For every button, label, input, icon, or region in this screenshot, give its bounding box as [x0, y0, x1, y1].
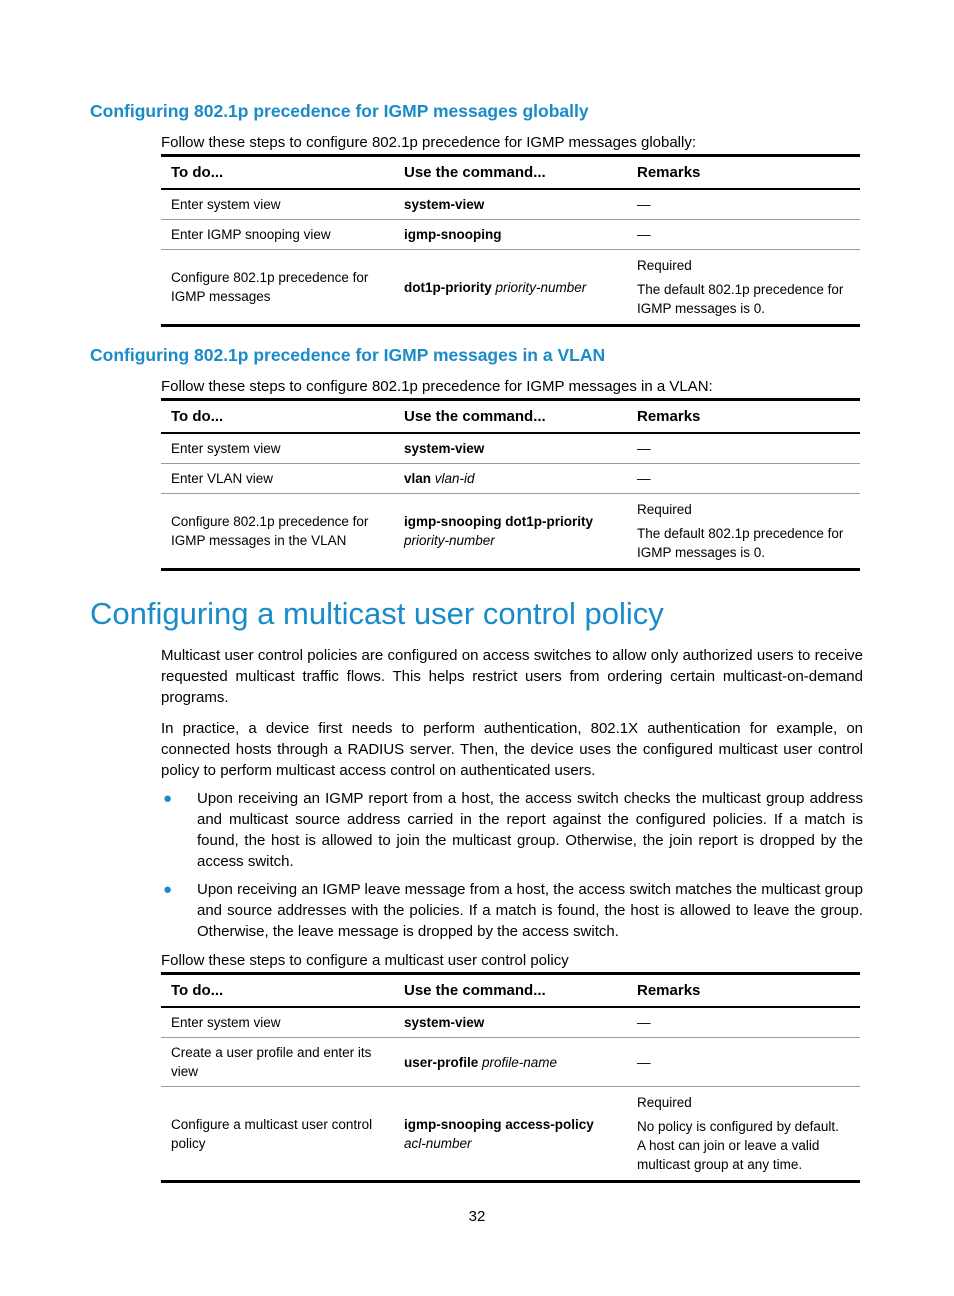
command-cell — [394, 1087, 627, 1182]
page-title: Configuring a multicast user control policy — [90, 596, 664, 631]
table-row — [161, 433, 860, 464]
command-keyword: system-view — [404, 441, 485, 456]
remarks-cell — [627, 1038, 860, 1087]
remark-text: — — [637, 197, 651, 212]
remark-text: — — [637, 441, 651, 456]
todo-cell: Enter system view — [161, 1007, 394, 1038]
command-cell — [394, 494, 627, 570]
command-cell — [394, 1007, 627, 1038]
command-keyword: system-view — [404, 197, 485, 212]
todo-cell: Enter VLAN view — [161, 464, 394, 494]
steps-table-global — [161, 154, 860, 327]
remarks-cell — [627, 250, 860, 326]
column-header-command: Use the command... — [394, 400, 627, 434]
steps-table-vlan — [161, 398, 860, 571]
steps-table-policy — [161, 972, 860, 1183]
section-intro-vlan: Follow these steps to configure 802.1p precedence for IGMP messages in a VLAN: — [161, 378, 713, 395]
remarks-cell — [627, 494, 860, 570]
column-header-command: Use the command... — [394, 974, 627, 1008]
todo-cell: Create a user profile and enter its view — [161, 1038, 394, 1087]
list-item — [161, 879, 863, 942]
section-heading-vlan: Configuring 802.1p precedence for IGMP messages in a VLAN — [90, 345, 606, 365]
command-keyword: igmp-snooping access-policy — [404, 1116, 594, 1132]
bullet-icon: ● — [163, 881, 173, 898]
list-item-text: Upon receiving an IGMP report from a host, the access switch checks the multicast group address and multicast source address carried in the report against the configured policies. If a match is found, the host is allowed to join the multicast group. Otherwise, the join report is dropped by the access switch. — [197, 790, 863, 870]
command-argument: acl-number — [404, 1135, 472, 1151]
table-row — [161, 189, 860, 220]
remark-text: Required — [637, 258, 692, 273]
command-keyword: user-profile — [404, 1054, 479, 1070]
column-header-remarks: Remarks — [627, 974, 860, 1008]
section-intro-global: Follow these steps to configure 802.1p precedence for IGMP messages globally: — [161, 134, 697, 151]
remarks-cell — [627, 189, 860, 220]
remarks-cell — [627, 464, 860, 494]
todo-cell: Configure a multicast user control policy — [161, 1087, 394, 1182]
table-row — [161, 464, 860, 494]
remark-text: — — [637, 471, 651, 486]
command-cell — [394, 189, 627, 220]
command-cell — [394, 464, 627, 494]
list-item-text: Upon receiving an IGMP leave message from a host, the access switch matches the multicast group and source addresses with the policies. If a match is found, the host is allowed to leave the group. Otherwise, the leave message is dropped by the access switch. — [197, 881, 863, 940]
table-row — [161, 1007, 860, 1038]
table-row — [161, 1087, 860, 1182]
remarks-cell — [627, 433, 860, 464]
body-paragraph: Multicast user control policies are configured on access switches to allow only authorized users to receive requested multicast traffic flows. This helps restrict users from ordering certain multicast-on-demand programs. — [161, 647, 863, 706]
command-keyword: vlan — [404, 471, 432, 486]
command-cell — [394, 1038, 627, 1087]
table-row — [161, 220, 860, 250]
remark-text: Required — [637, 1095, 692, 1110]
column-header-todo: To do... — [161, 400, 394, 434]
column-header-remarks: Remarks — [627, 400, 860, 434]
todo-cell: Enter IGMP snooping view — [161, 220, 394, 250]
command-keyword: dot1p-priority — [404, 279, 492, 295]
remark-text: The default 802.1p precedence for IGMP messages is 0. — [637, 526, 844, 560]
table-row — [161, 494, 860, 570]
command-cell — [394, 433, 627, 464]
remarks-cell — [627, 220, 860, 250]
remark-text: — — [637, 1054, 651, 1070]
command-keyword: igmp-snooping — [404, 227, 502, 242]
remark-text: The default 802.1p precedence for IGMP messages is 0. — [637, 282, 844, 316]
command-argument: vlan-id — [434, 471, 475, 486]
remark-text: No policy is configured by default. A host can join or leave a valid multicast group at any time. — [637, 1119, 839, 1172]
table-row — [161, 250, 860, 326]
remark-text: — — [637, 1015, 651, 1030]
column-header-todo: To do... — [161, 156, 394, 190]
section-intro-policy: Follow these steps to configure a multicast user control policy — [161, 952, 569, 969]
command-argument: priority-number — [404, 533, 495, 548]
remark-text: — — [637, 227, 651, 242]
section-heading-global: Configuring 802.1p precedence for IGMP messages globally — [90, 101, 589, 121]
todo-cell: Enter system view — [161, 189, 394, 220]
todo-cell: Enter system view — [161, 433, 394, 464]
todo-cell: Configure 802.1p precedence for IGMP messages — [161, 250, 394, 326]
command-keyword: igmp-snooping dot1p-priority — [404, 514, 593, 529]
todo-cell: Configure 802.1p precedence for IGMP messages in the VLAN — [161, 494, 394, 570]
column-header-todo: To do... — [161, 974, 394, 1008]
command-keyword: system-view — [404, 1015, 485, 1030]
command-cell — [394, 250, 627, 326]
bullet-icon: ● — [163, 790, 173, 807]
command-argument: profile-name — [482, 1054, 558, 1070]
column-header-command: Use the command... — [394, 156, 627, 190]
list-item — [161, 788, 863, 872]
body-paragraph: In practice, a device first needs to perform authentication, 802.1X authentication for example, on connected hosts through a RADIUS server. Then, the device uses the configured multicast user control policy to perform multicast access control on authenticated users. — [161, 720, 863, 779]
command-cell — [394, 220, 627, 250]
command-argument: priority-number — [495, 279, 587, 295]
remarks-cell — [627, 1087, 860, 1182]
page-number: 32 — [468, 1208, 486, 1225]
table-row — [161, 1038, 860, 1087]
remark-text: Required — [637, 502, 692, 517]
column-header-remarks: Remarks — [627, 156, 860, 190]
remarks-cell — [627, 1007, 860, 1038]
